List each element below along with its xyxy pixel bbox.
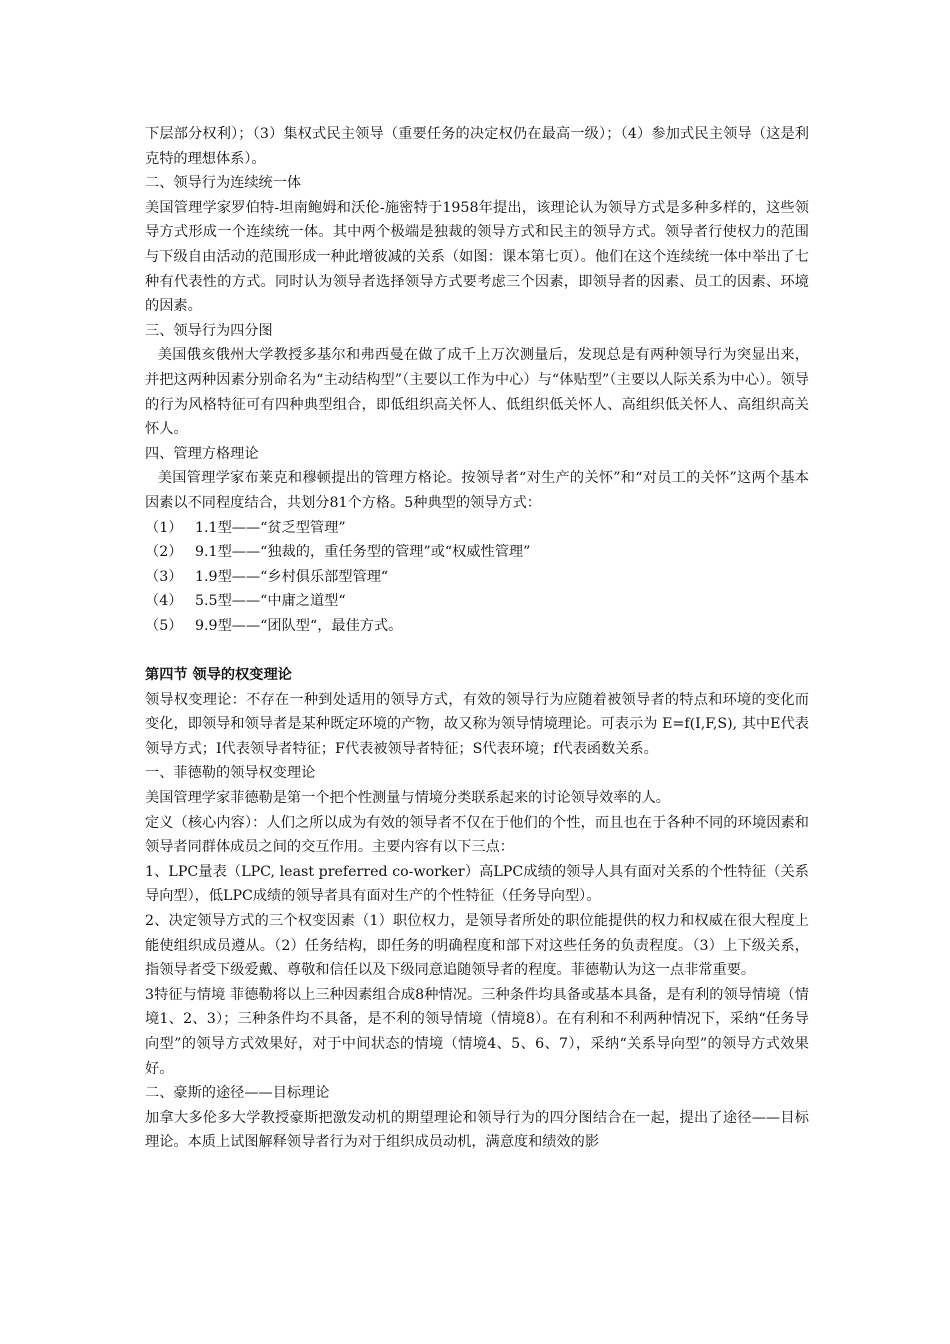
paragraph: 美国管理学家布莱克和穆顿提出的管理方格论。按领导者“对生产的关怀”和“对员工的关怀”这两个基本因素以不同程度结合，共划分81个方格。5种典型的领导方式： [145,470,809,511]
subheading: 二、领导行为连续统一体 [145,175,302,192]
numbered-list [145,516,809,639]
list-item [145,540,809,565]
subheading: 四、管理方格理论 [145,445,259,462]
paragraph: 3特征与情境 菲德勒将以上三种因素组合成8种情况。三种条件均具备或基本具备，是有利的领导情境（情境1、2、3）；三种条件均不具备，是不利的领导情境（情境8）。在有利和不利两种情况下，采纳“任务导向型”的领导方式效果好，对于中间状态的情境（情境4、5、6、7），采纳“关系导向型”的领导方式效果好。 [145,986,809,1077]
list-text: 9.1型——“独裁的，重任务型的管理”或“权威性管理” [195,544,531,561]
list-number: （5） [145,617,183,634]
list-item [145,565,809,590]
subheading: 二、豪斯的途径——目标理论 [145,1085,330,1102]
paragraph: 1、LPC量表（LPC, least preferred co-worker）高LPC成绩的领导人具有面对关系的个性特征（关系导向型），低LPC成绩的领导者具有面对生产的个性特征（任务导向型）。 [145,863,809,905]
list-item [145,614,809,639]
paragraph: 定义（核心内容）：人们之所以成为有效的领导者不仅在于他们的个性，而且也在于各种不同的环境因素和领导者同群体成员之间的交互作用。主要内容有以下三点： [145,814,809,856]
list-number: （4） [145,593,183,610]
subheading: 一、菲德勒的领导权变理论 [145,765,316,782]
list-number: （1） [145,519,183,536]
paragraph: 领导权变理论：不存在一种到处适用的领导方式，有效的领导行为应随着被领导者的特点和环境的变化而变化，即领导和领导者是某种既定环境的产物，故又称为领导情境理论。可表示为 E=f(I,F,S), 其中E代表领导方式；I代表领导者特征；F代表被领导者特征；S代表环境；f代表函数关系。 [145,691,809,757]
section-title: 第四节 领导的权变理论 [145,667,292,684]
paragraph: 美国管理学家菲德勒是第一个把个性测量与情境分类联系起来的讨论领导效率的人。 [145,790,670,807]
paragraph: 加拿大多伦多大学教授豪斯把激发动机的期望理论和领导行为的四分图结合在一起，提出了途径——目标理论。本质上试图解释领导者行为对于组织成员动机，满意度和绩效的影 [145,1109,809,1151]
list-number: （3） [145,568,183,585]
blank-line [145,638,809,663]
list-text: 9.9型——“团队型“，最佳方式。 [195,617,403,634]
subheading: 三、领导行为四分图 [145,322,273,339]
list-item [145,589,809,614]
paragraph: 美国俄亥俄州大学教授多基尔和弗西曼在做了成千上万次测量后，发现总是有两种领导行为突显出来，并把这两种因素分别命名为“主动结构型”（主要以工作为中心）与“体贴型”（主要以人际关系为中心）。领导的行为风格特征可有四种典型组合，即低组织高关怀人、低组织低关怀人、高组织低关怀人、高组织高关怀人。 [145,347,809,438]
paragraph: 下层部分权利）；（3）集权式民主领导（重要任务的决定权仍在最高一级）；（4）参加式民主领导（这是利克特的理想体系）。 [145,126,809,167]
paragraph: 2、决定领导方式的三个权变因素（1）职位权力，是领导者所处的职位能提供的权力和权威在很大程度上能使组织成员遵从。（2）任务结构，即任务的明确程度和部下对这些任务的负责程度。（3）上下级关系，指领导者受下级爱戴、尊敬和信任以及下级同意追随领导者的程度。菲德勒认为这一点非常重要。 [145,913,809,979]
paragraph: 美国管理学家罗伯特-坦南鲍姆和沃伦-施密特于1958年提出，该理论认为领导方式是多种多样的，这些领导方式形成一个连续统一体。其中两个极端是独裁的领导方式和民主的领导方式。领导者行使权力的范围与下级自由活动的范围形成一种此增彼减的关系（如图：课本第七页）。他们在这个连续统一体中举出了七种有代表性的方式。同时认为领导者选择领导方式要考虑三个因素，即领导者的因素、员工的因素、环境的因素。 [145,199,809,315]
document-page [145,122,809,1155]
list-text: 1.1型——“贫乏型管理” [195,519,346,536]
list-text: 1.9型——“乡村俱乐部型管理“ [195,568,389,585]
list-item [145,516,809,541]
list-text: 5.5型——“中庸之道型“ [195,593,346,610]
list-number: （2） [145,544,183,561]
